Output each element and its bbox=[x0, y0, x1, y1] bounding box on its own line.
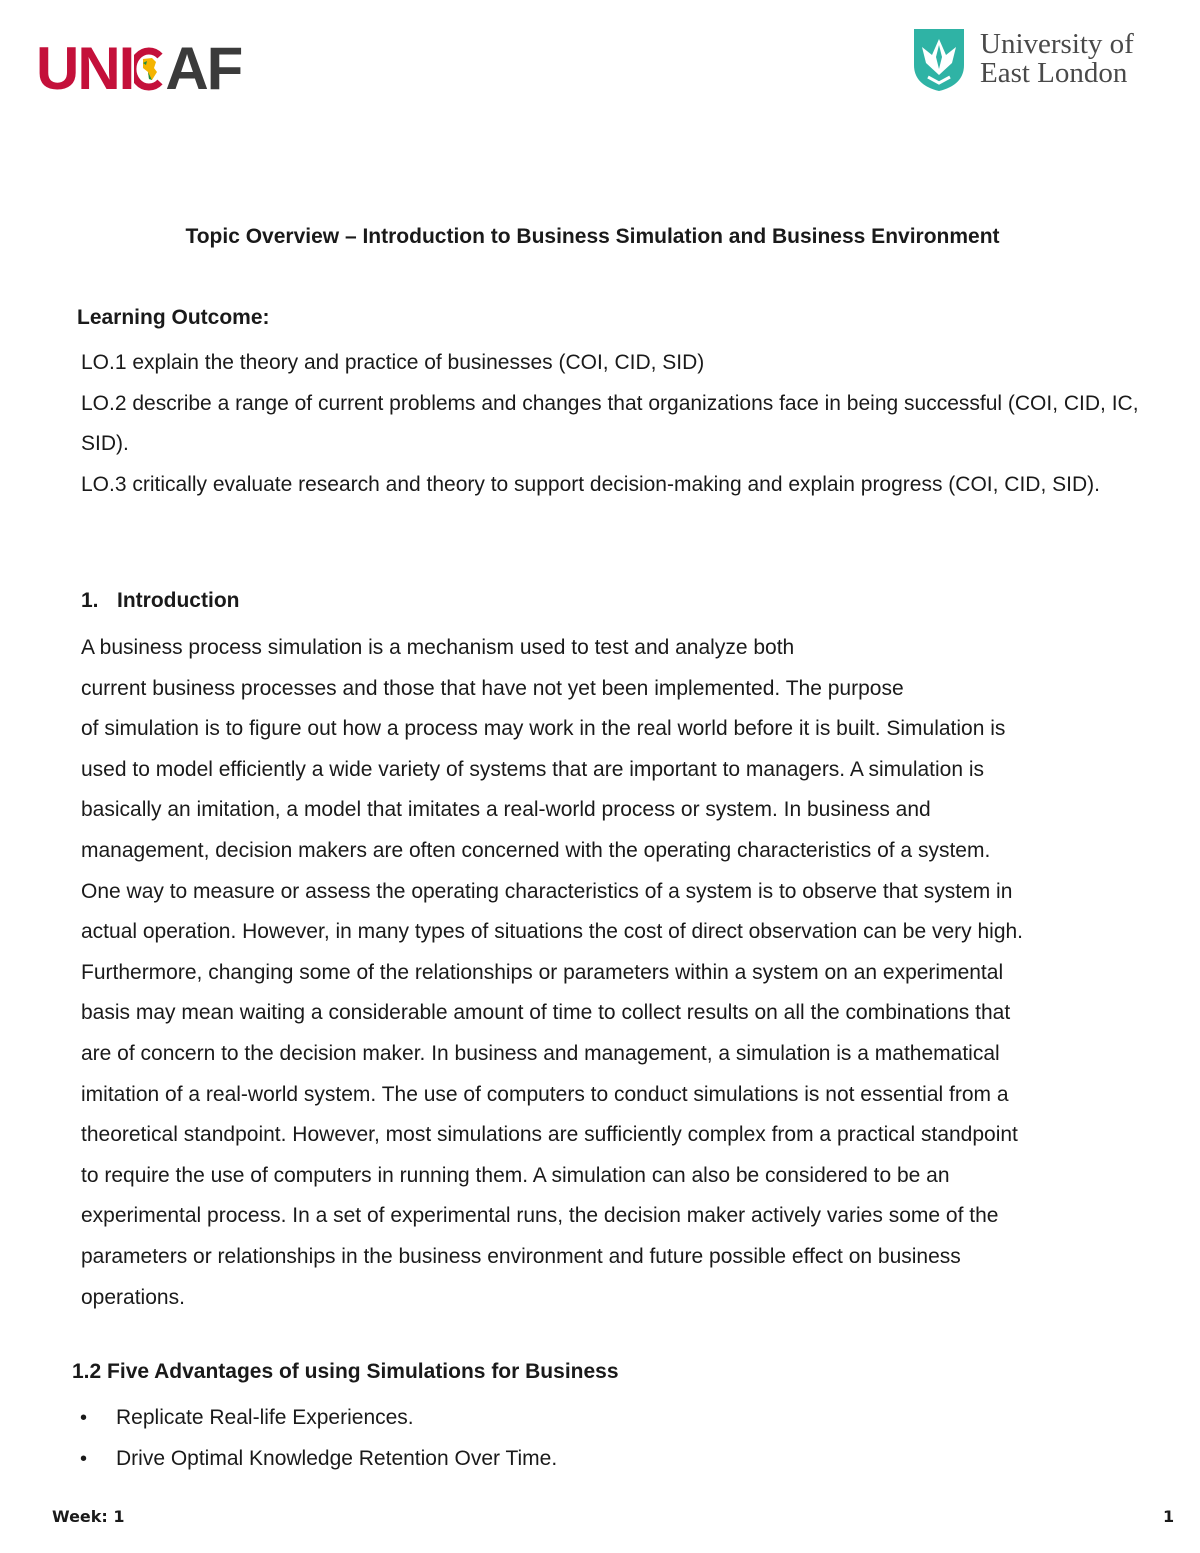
uel-logo-text bbox=[980, 30, 1134, 88]
paragraph-line: of simulation is to figure out how a process may work in the real world before it is built. Simulation is bbox=[81, 717, 1006, 741]
uel-logo bbox=[910, 24, 1134, 94]
footer-week-label: Week: 1 bbox=[52, 1507, 125, 1526]
learning-outcome-list bbox=[81, 343, 1166, 505]
paragraph-line: experimental process. In a set of experimental runs, the decision maker actively varies some of the bbox=[81, 1204, 999, 1228]
paragraph-line: management, decision makers are often concerned with the operating characteristics of a system. bbox=[81, 838, 991, 862]
section-1-number: 1. bbox=[81, 589, 99, 612]
advantages-list bbox=[80, 1398, 557, 1479]
bullet-icon: • bbox=[80, 1447, 88, 1470]
list-item-text: Replicate Real-life Experiences. bbox=[116, 1406, 414, 1429]
paragraph-line: current business processes and those that have not yet been implemented. The purpose bbox=[81, 676, 904, 700]
uel-logo-line2: East London bbox=[980, 57, 1128, 89]
bullet-icon: • bbox=[80, 1407, 88, 1429]
list-item bbox=[80, 1439, 557, 1480]
paragraph-line: parameters or relationships in the business environment and future possible effect on business bbox=[81, 1244, 961, 1268]
section-1-heading bbox=[81, 587, 239, 615]
section-1-title: Introduction bbox=[117, 589, 240, 612]
learning-outcome-item: LO.3 critically evaluate research and theory to support decision-making and explain progress (COI, CID, SID). bbox=[81, 472, 1100, 496]
unicaf-logo-text-b: AF bbox=[165, 35, 242, 102]
paragraph-line: One way to measure or assess the operating characteristics of a system is to observe that system in bbox=[81, 879, 1013, 903]
uel-logo-line1: University of bbox=[980, 28, 1134, 60]
list-item-text: Drive Optimal Knowledge Retention Over Time. bbox=[116, 1446, 558, 1470]
section-1-2-heading: 1.2 Five Advantages of using Simulations for Business bbox=[72, 1360, 619, 1383]
paragraph-line: are of concern to the decision maker. In business and management, a simulation is a mathematical bbox=[81, 1041, 1000, 1065]
paragraph-line: basically an imitation, a model that imitates a real-world process or system. In business and bbox=[81, 798, 931, 822]
paragraph-line: actual operation. However, in many types of situations the cost of direct observation can be very high. bbox=[81, 920, 1024, 944]
paragraph-line: imitation of a real-world system. The use of computers to conduct simulations is not essential from a bbox=[81, 1082, 1009, 1106]
paragraph-line: A business process simulation is a mechanism used to test and analyze both bbox=[81, 636, 795, 659]
paragraph-line: theoretical standpoint. However, most simulations are sufficiently complex from a practical standpoint bbox=[81, 1123, 1018, 1147]
introduction-paragraph bbox=[81, 628, 1171, 1318]
learning-outcome-item: LO.2 describe a range of current problems and changes that organizations face in being successful (COI, CID, IC, SID). bbox=[81, 391, 1139, 456]
footer-page-number: 1 bbox=[1163, 1507, 1175, 1526]
unicaf-logo bbox=[36, 35, 242, 102]
paragraph-line: to require the use of computers in running them. A simulation can also be considered to be an bbox=[81, 1163, 950, 1187]
africa-c-icon bbox=[134, 46, 164, 92]
paragraph-line: used to model efficiently a wide variety of systems that are important to managers. A simulation is bbox=[81, 757, 985, 781]
unicaf-logo-text-a: UNI bbox=[36, 35, 134, 102]
list-item bbox=[80, 1398, 557, 1439]
paragraph-line: basis may mean waiting a considerable amount of time to collect results on all the combinations that bbox=[81, 1001, 1011, 1025]
uel-phoenix-icon bbox=[910, 25, 968, 93]
learning-outcome-item: LO.1 explain the theory and practice of businesses (COI, CID, SID) bbox=[81, 351, 705, 374]
document-title: Topic Overview – Introduction to Business Simulation and Business Environment bbox=[185, 225, 1000, 248]
paragraph-line: operations. bbox=[81, 1285, 185, 1309]
learning-outcome-heading: Learning Outcome: bbox=[77, 306, 270, 329]
paragraph-line: Furthermore, changing some of the relationships or parameters within a system on an experimental bbox=[81, 960, 1004, 984]
